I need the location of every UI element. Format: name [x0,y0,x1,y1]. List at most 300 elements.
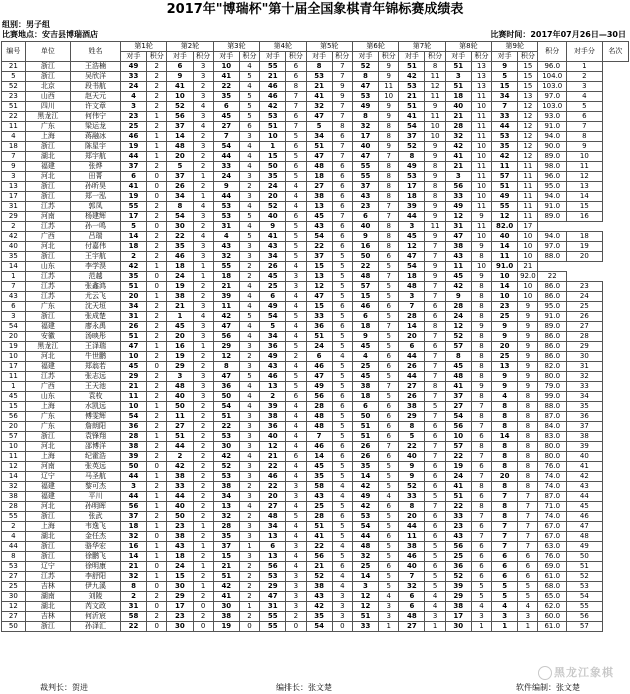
table-cell: 40 [2,242,26,252]
table-cell: 袁枚 [70,392,120,402]
table-cell: 江苏 [25,292,70,302]
table-cell: 1 [193,262,213,272]
table-cell: 32 [399,582,425,592]
table-cell: 6 [286,392,306,402]
table-cell: 8 [471,252,491,262]
table-cell: 11 [471,202,491,212]
header-opponent: 对手 [306,52,332,62]
table-cell: 伊九溪 [70,582,120,592]
table-cell: 浙江 [25,192,70,202]
table-cell: 89.0 [538,152,567,162]
table-cell: 53 [213,472,239,482]
table-cell: 7 [425,252,445,262]
table-cell: 52 [399,482,425,492]
table-cell: 54 [306,232,332,242]
table-cell: 9 [471,242,491,252]
table-cell: 13 [471,72,491,82]
table-cell: 吕瑞 [70,232,120,242]
table-cell: 44 [399,352,425,362]
table-cell: 41 [445,482,471,492]
table-cell: 96.0 [538,62,567,72]
table-cell: 45 [445,362,471,372]
header-round-3: 第3轮 [213,42,259,52]
table-cell: 8 [492,512,518,522]
table-cell: 12 [518,132,538,142]
table-cell: 49 [306,382,332,392]
table-cell: 杨建辉 [70,212,120,222]
table-cell: 26 [167,182,193,192]
table-cell: 3 [239,172,259,182]
table-cell: 3 [286,272,306,282]
table-cell: 14 [2,262,26,272]
table-cell: 32 [445,132,471,142]
table-cell: 40 [260,432,286,442]
table-cell: 6 [213,102,239,112]
table-cell: 4 [332,542,352,552]
table-cell: 6 [286,142,306,152]
table-cell: 刘陵 [70,592,120,602]
table-cell: 骆华宏 [70,542,120,552]
table-cell: 7 [332,212,352,222]
table-cell: 26 [567,312,603,322]
table-cell: 6 [286,72,306,82]
table-cell: 广西 [25,232,70,242]
table-cell: 7 [286,102,306,112]
table-cell: 45 [2,392,26,402]
table-cell: 7 [332,112,352,122]
table-cell: 43 [352,192,378,202]
table-cell: 67.0 [538,522,567,532]
table-cell: 48 [167,382,193,392]
table-cell: 9 [425,212,445,222]
table-cell: 6 [332,192,352,202]
table-cell: 4 [286,442,306,452]
table-cell: 纪霍浩 [70,452,120,462]
table-cell: 40 [399,562,425,572]
table-row [2,152,629,162]
table-cell: 郑翁若 [70,362,120,372]
table-cell: 51 [120,282,146,292]
table-cell: 4 [567,92,603,102]
table-cell: 2 [193,502,213,512]
table-cell: 35 [492,142,518,152]
table-cell: 6 [425,522,445,532]
table-cell: 84.0 [538,422,567,432]
table-cell: 9 [492,62,518,72]
table-cell: 4 [332,572,352,582]
table-cell: 45 [567,502,603,512]
table-cell: 11 [518,172,538,182]
table-cell: 7 [471,532,491,542]
table-cell: 12 [399,242,425,252]
table-cell: 30 [167,222,193,232]
table-cell: 许文章 [70,102,120,112]
table-cell: 48 [399,282,425,292]
table-cell: 江苏 [25,282,70,292]
table-cell: 2 [147,62,167,72]
table-cell: 6 [379,352,399,362]
table-cell: 2 [147,382,167,392]
table-cell: 11 [518,202,538,212]
table-cell: 5 [492,72,518,82]
table-cell: 57 [445,342,471,352]
table-cell: 1 [567,62,603,72]
table-cell: 46 [352,302,378,312]
table-cell: 3 [286,602,306,612]
table-cell: 3 [193,92,213,102]
table-cell: 21 [260,72,286,82]
table-cell: 安徽 [25,332,70,342]
table-row [2,372,629,382]
table-cell: 54 [2,322,26,332]
table-cell: 4 [286,322,306,332]
table-cell: 7 [306,432,332,442]
table-cell: 5 [425,492,445,502]
table-cell: 3 [167,372,193,382]
table-cell: 35 [2,252,26,262]
table-cell: 47 [213,322,239,332]
table-cell: 5 [332,532,352,542]
table-row [2,102,629,112]
table-cell: 55 [352,162,378,172]
table-cell: 8 [425,192,445,202]
table-cell: 0 [147,462,167,472]
table-cell: 1 [193,172,213,182]
table-cell: 52 [2,82,26,92]
table-cell: 5 [332,522,352,532]
table-cell: 7 [518,522,538,532]
table-cell: 11 [492,162,518,172]
table-cell: 12 [352,592,378,602]
table-cell: 1 [147,472,167,482]
table-cell: 8 [492,422,518,432]
table-cell: 4 [518,602,538,612]
table-cell: 44 [492,122,518,132]
table-cell: 6 [425,342,445,352]
table-cell: 4 [193,232,213,242]
table-cell: 7 [379,382,399,392]
table-cell: 27 [399,382,425,392]
table-cell: 5 [518,592,538,602]
table-cell: 82.0 [538,362,567,372]
table-cell: 80.0 [538,442,567,452]
table-cell: 5 [379,372,399,382]
table-row [2,132,629,142]
table-row [2,452,629,462]
table-cell: 54 [213,402,239,412]
table-cell: 20 [2,422,26,432]
table-cell: 24 [306,342,332,352]
table-cell: 48 [352,542,378,552]
table-cell: 17 [2,362,26,372]
table-cell: 57 [492,172,518,182]
venue-label: 比赛地点：安吉县博瑞酒店 [2,30,98,39]
table-cell: 10 [471,182,491,192]
table-cell: 梁运龙 [70,122,120,132]
table-cell: 3 [239,132,259,142]
table-cell: 10 [471,192,491,202]
table-cell: 浙江 [25,542,70,552]
table-cell: 20 [399,512,425,522]
table-cell: 14 [492,242,518,252]
table-cell: 41 [213,72,239,82]
table-cell: 11 [2,452,26,462]
table-cell: 4 [239,332,259,342]
table-cell: 6 [471,572,491,582]
table-cell: 5 [332,282,352,292]
table-cell: 11 [471,132,491,142]
table-cell: 4 [239,402,259,412]
table-cell: 41 [445,152,471,162]
table-cell: 张成楚 [70,312,120,322]
table-cell: 38 [399,542,425,552]
table-cell: 5 [286,342,306,352]
table-cell: 27 [2,572,26,582]
table-cell: 83.0 [538,432,567,442]
table-cell: 2 [147,442,167,452]
table-cell: 4 [332,352,352,362]
table-cell: 广东 [25,302,70,312]
table-cell: 45 [167,322,193,332]
table-cell: 13 [306,202,332,212]
table-cell: 7 [425,292,445,302]
table-cell: 4 [286,562,306,572]
table-cell: 48 [352,272,378,282]
table-cell: 11 [471,122,491,132]
table-cell: 39 [445,582,471,592]
table-row [2,62,629,72]
table-cell: 2 [193,292,213,302]
table-cell: 7 [332,102,352,112]
table-cell: 0 [147,222,167,232]
table-cell: 33 [352,622,378,632]
table-cell: 18 [167,552,193,562]
table-cell: 5 [332,362,352,372]
table-cell: 2 [193,472,213,482]
table-cell: 11 [567,162,603,172]
table-cell: 4 [239,282,259,292]
table-cell: 2 [193,432,213,442]
table-cell: 孙一鸣 [70,222,120,232]
table-cell: 12 [2,602,26,612]
table-cell: 65.0 [538,592,567,602]
table-cell: 8 [399,422,425,432]
table-cell: 5 [332,382,352,392]
table-cell: 7 [2,152,26,162]
table-cell: 江苏 [25,202,70,212]
table-cell: 0 [147,362,167,372]
table-cell: 32 [306,102,332,112]
table-cell: 2 [193,462,213,472]
table-cell: 7 [518,492,538,502]
table-cell: 20 [260,492,286,502]
table-cell: 5 [286,222,306,232]
table-cell: 50 [260,162,286,172]
table-cell: 6 [379,302,399,312]
table-cell: 7 [518,502,538,512]
table-cell: 34 [306,132,332,142]
table-cell: 孙昕昊 [70,182,120,192]
table-cell: 7 [471,402,491,412]
table-cell: 44 [213,152,239,162]
table-cell: 14 [120,552,146,562]
table-cell: 5 [332,422,352,432]
table-cell: 42 [306,602,332,612]
table-cell: 4 [286,182,306,192]
table-cell: 25 [306,502,332,512]
table-row [2,92,629,102]
table-row [2,622,629,632]
table-cell: 50 [167,512,193,522]
table-cell: 45 [213,112,239,122]
table-cell: 9 [518,302,538,312]
table-cell: 9 [518,312,538,322]
table-cell: 王天池 [70,382,120,392]
table-cell: 9 [567,142,603,152]
table-row [2,602,629,612]
table-cell: 3 [492,612,518,622]
table-cell: 22 [399,442,425,452]
table-cell: 45 [120,362,146,372]
table-cell: 43 [445,532,471,542]
header-unit: 单位 [25,42,70,62]
table-cell: 19 [167,352,193,362]
table-cell: 19 [120,192,146,202]
table-cell: 4 [286,462,306,472]
header-rank: 名次 [602,42,628,62]
table-cell: 48 [260,512,286,522]
table-cell: 46 [120,132,146,142]
table-cell: 18 [352,322,378,332]
table-cell: 10 [379,92,399,102]
table-cell: 6 [332,452,352,462]
table-cell: 38 [120,442,146,452]
table-cell: 浙江 [25,312,70,322]
table-cell: 7 [425,372,445,382]
table-cell: 42 [167,462,193,472]
header-name: 姓名 [70,42,120,62]
table-cell: 6 [471,462,491,472]
table-cell: 56 [167,112,193,122]
table-cell: 31 [120,312,146,322]
table-cell: 8 [167,202,193,212]
table-cell: 2 [147,352,167,362]
table-cell: 7 [425,352,445,362]
table-cell: 56 [445,182,471,192]
table-cell: 四川 [25,102,70,112]
table-cell: 詹朗阳 [70,422,120,432]
table-cell: 22 [120,622,146,632]
table-cell: 31 [120,602,146,612]
table-cell: 22 [538,272,567,282]
table-cell: 9 [471,322,491,332]
table-cell: 17 [120,212,146,222]
table-cell: 17 [167,602,193,612]
table-cell: 9 [425,262,445,272]
table-cell: 6 [332,172,352,182]
table-cell: 7 [492,542,518,552]
table-cell: 55 [567,602,603,612]
table-cell: 89.0 [538,212,567,222]
table-cell: 8 [471,392,491,402]
table-cell: 0 [239,622,259,632]
table-cell: 浙江 [25,512,70,522]
table-cell: 33 [167,482,193,492]
table-cell: 41 [167,82,193,92]
table-cell: 62.0 [538,602,567,612]
table-cell: 7 [425,362,445,372]
table-cell: 44 [120,152,146,162]
table-cell: 38 [213,482,239,492]
table-row [2,112,629,122]
table-cell: 2 [147,202,167,212]
table-cell: 38 [445,242,471,252]
table-cell: 2 [147,372,167,382]
table-cell: 54 [306,622,332,632]
table-cell: 张志远 [70,372,120,382]
time-label: 比赛时间：2017年07月26日—30日 [490,30,626,39]
table-cell: 45 [306,462,332,472]
table-cell: 13 [260,532,286,542]
table-cell: 上海 [25,402,70,412]
table-cell: 37 [352,182,378,192]
table-cell: 5 [167,162,193,172]
table-cell: 15 [2,402,26,412]
table-cell: 6 [399,592,425,602]
table-cell: 35 [306,472,332,482]
table-cell: 36 [213,382,239,392]
table-cell: 5 [425,402,445,412]
header-round-6: 第6轮 [352,42,398,52]
table-cell: 49 [399,162,425,172]
table-cell: 3 [239,412,259,422]
table-cell: 51 [306,142,332,152]
table-cell: 12 [260,442,286,452]
table-cell: 10 [2,352,26,362]
table-cell: 46 [260,472,286,482]
table-cell: 2 [193,82,213,92]
header-score: 积分 [147,52,167,62]
table-cell: 5 [286,242,306,252]
footer [0,682,630,694]
table-cell: 1 [147,342,167,352]
table-cell: 8 [518,412,538,422]
table-cell: 6 [471,562,491,572]
table-cell: 38 [260,412,286,422]
table-cell: 38 [306,582,332,592]
table-cell: 8 [379,122,399,132]
table-cell: 3 [286,572,306,582]
table-cell: 1 [147,262,167,272]
table-cell: 王泽瑞 [70,342,120,352]
table-cell: 69.0 [538,562,567,572]
table-cell: 86.0 [538,342,567,352]
table-cell: 11 [445,262,471,272]
table-cell: 39 [567,442,603,452]
table-cell: 54 [120,412,146,422]
table-cell: 2 [193,442,213,452]
table-cell: 9 [518,322,538,332]
table-cell: 4 [286,202,306,212]
table-cell: 9 [425,202,445,212]
table-row [2,212,629,222]
table-cell: 5 [286,252,306,262]
table-cell: 17 [2,192,26,202]
table-cell: 3 [332,592,352,602]
table-cell: 12 [518,122,538,132]
table-cell: 21 [399,92,425,102]
table-cell: 2 [147,82,167,92]
